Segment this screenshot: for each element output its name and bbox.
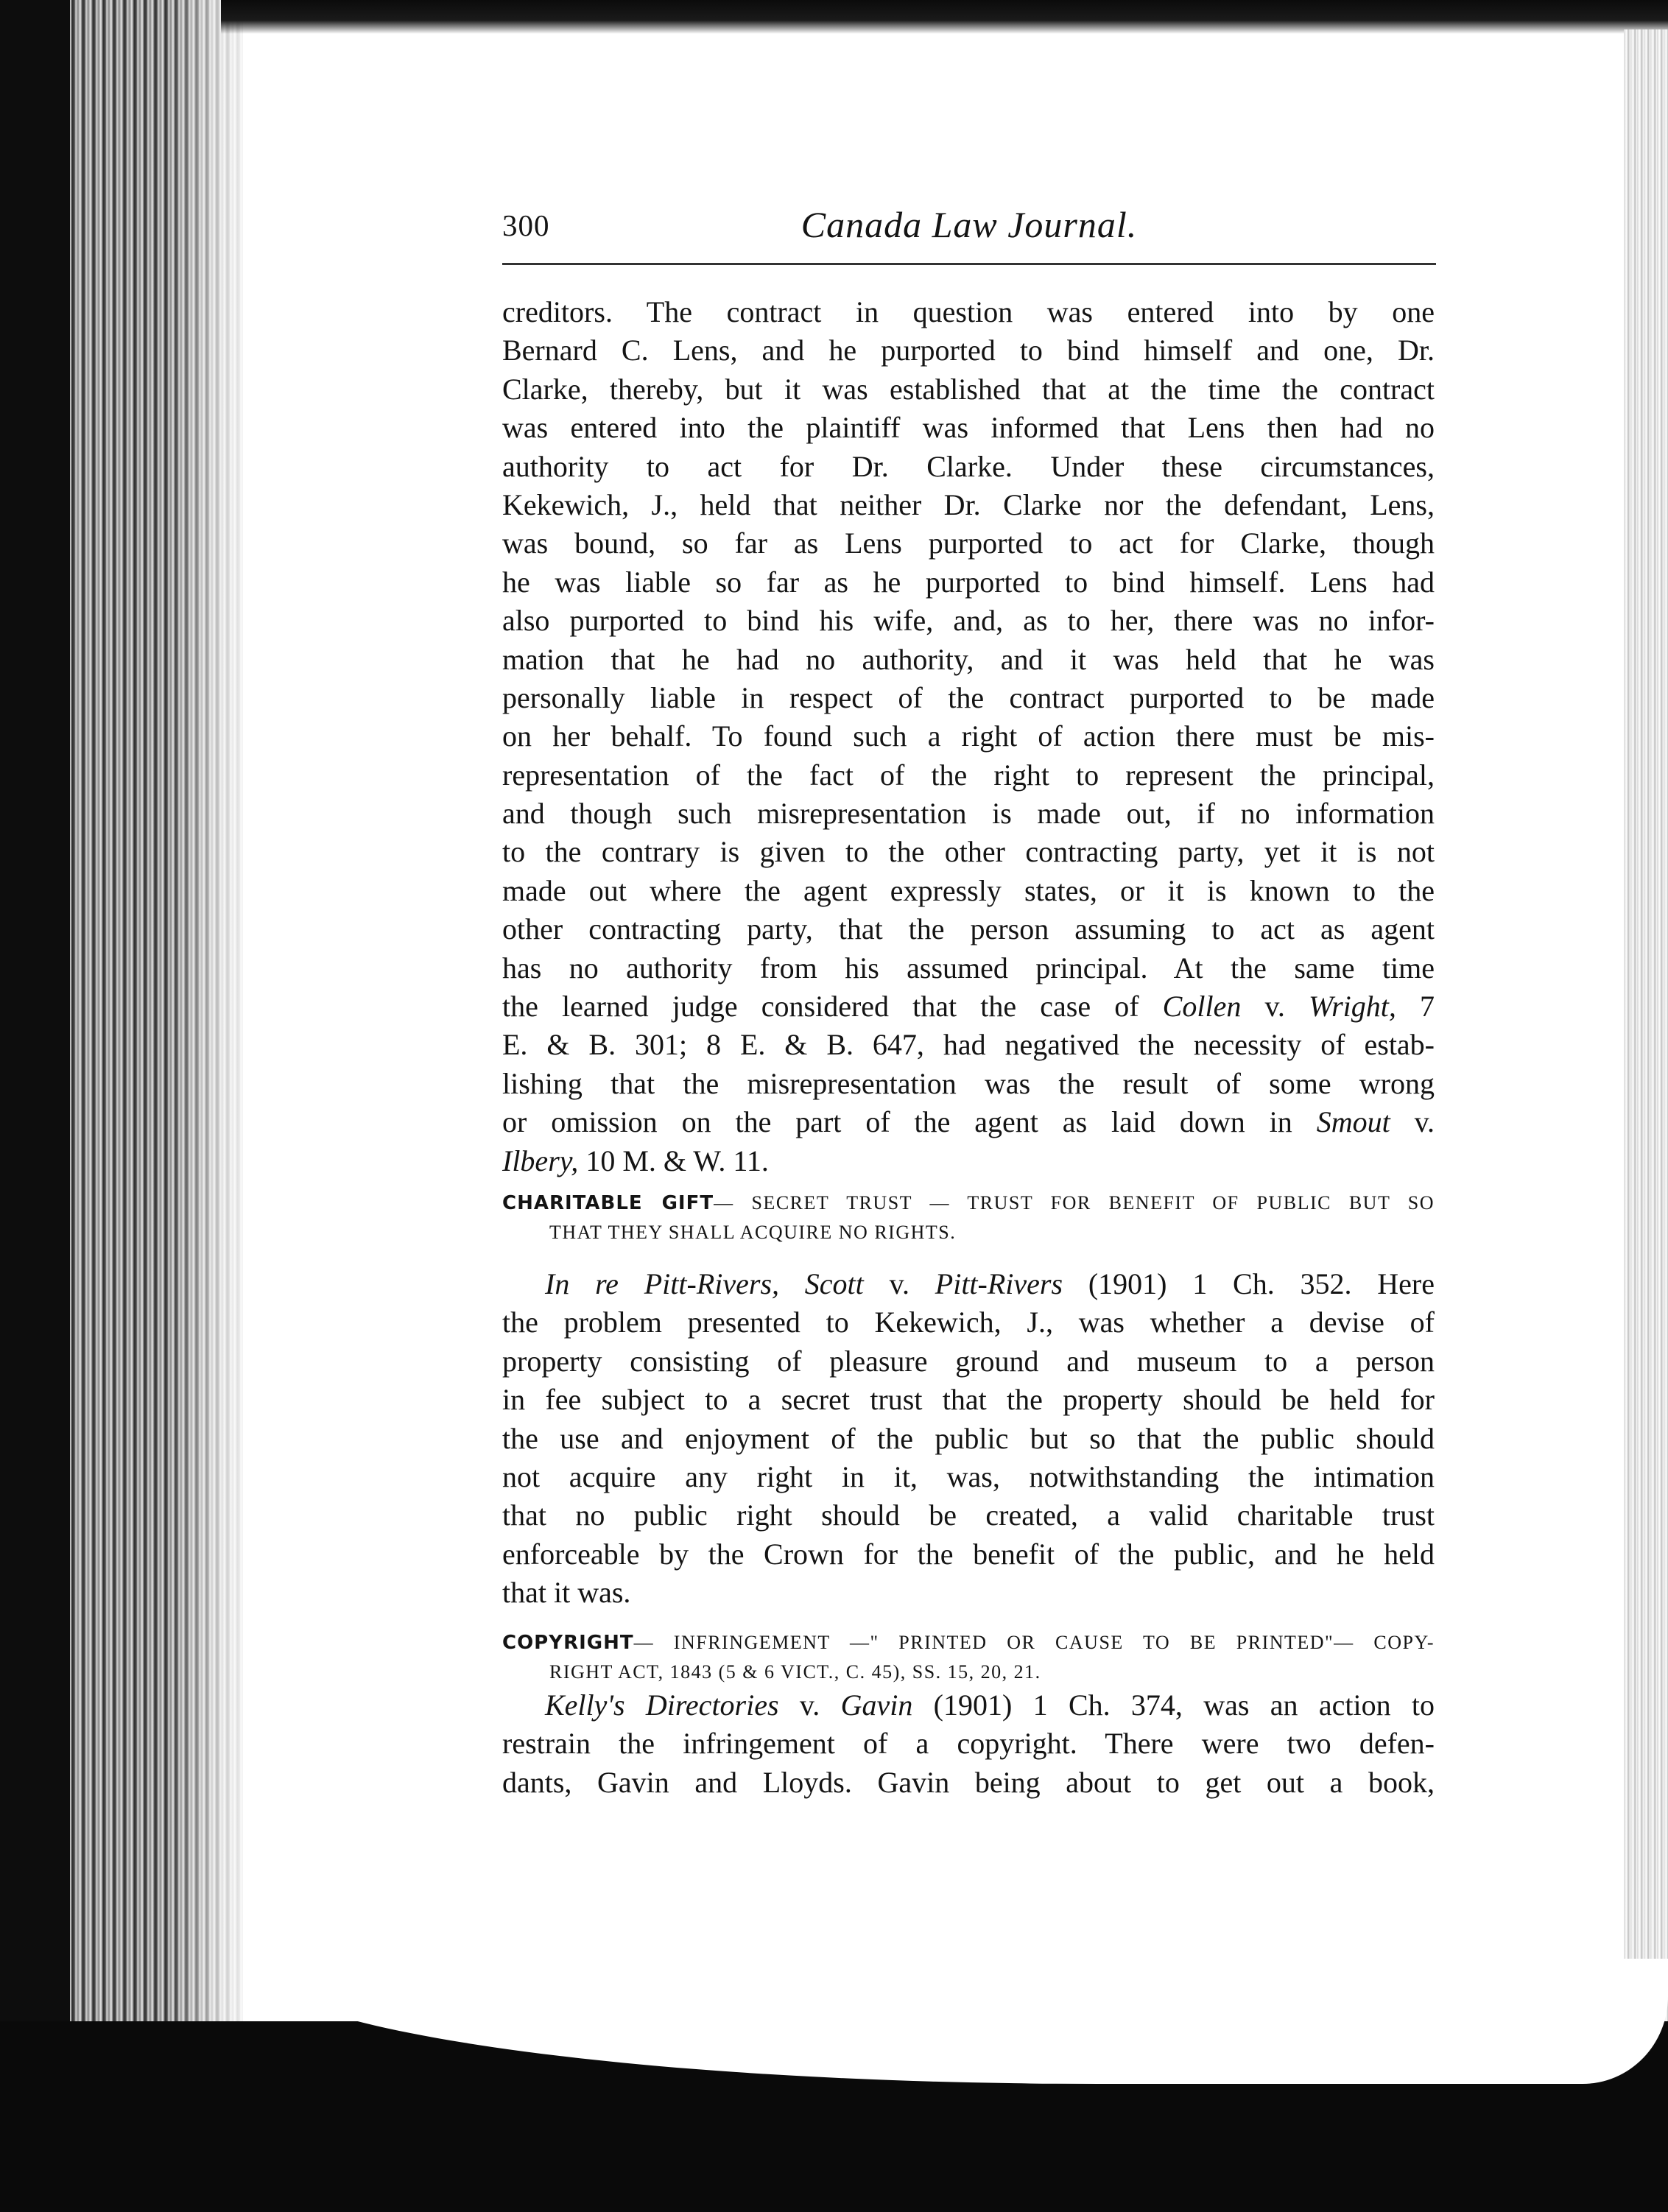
text-line: [502, 1265, 1435, 1303]
case-name: Gavin: [840, 1688, 913, 1722]
text-line: that it was.: [502, 1576, 631, 1610]
section-heading-copyright: [502, 1628, 1435, 1687]
text-run: v.: [778, 1688, 841, 1722]
text-run: (1901) 1 Ch. 352. Here: [1063, 1267, 1435, 1300]
heading-continuation: THAT THEY SHALL ACQUIRE NO RIGHTS.: [549, 1222, 957, 1243]
text-line: [502, 1142, 1435, 1180]
text-line: he was liable so far as he purported to bind himself. Lens had: [502, 565, 1435, 599]
text-line: and though such misrepresentation is made out, if no information: [502, 797, 1435, 831]
text-line: also purported to bind his wife, and, as to her, there was no infor-: [502, 604, 1435, 638]
text-line: dants, Gavin and Lloyds. Gavin being about to get out a book,: [502, 1765, 1435, 1799]
heading-continuation: RIGHT ACT, 1843 (5 & 6 VICT., C. 45), SS. 15, 20, 21.: [549, 1661, 1041, 1683]
case-name: Pitt-Rivers: [935, 1267, 1063, 1300]
text-line: the use and enjoyment of the public but so that the public should: [502, 1421, 1435, 1455]
text-line: lishing that the misrepresentation was the result of some wrong: [502, 1066, 1435, 1100]
text-line: enforceable by the Crown for the benefit of the public, and he held: [502, 1537, 1435, 1571]
text-line: representation of the fact of the right to represent the principal,: [502, 758, 1435, 792]
text-line: [502, 1686, 1435, 1725]
text-line: other contracting party, that the person assuming to act as agent: [502, 912, 1435, 946]
paragraph-kellys-directories: [502, 1686, 1435, 1802]
text-run: 7: [1396, 990, 1435, 1024]
text-run: 10 M. & W. 11.: [578, 1144, 769, 1177]
case-name: In re Pitt-Rivers, Scott: [545, 1267, 864, 1300]
text-line: creditors. The contract in question was entered into by one: [502, 295, 1435, 328]
paragraph-creditors: [502, 293, 1435, 1180]
text-run: v.: [1241, 990, 1309, 1024]
text-line: authority to act for Dr. Clarke. Under these circumstances,: [502, 449, 1435, 483]
section-heading-charitable-gift: [502, 1188, 1435, 1247]
case-name: Wright,: [1308, 990, 1396, 1024]
text-line: to the contrary is given to the other contracting party, yet it is not: [502, 835, 1435, 869]
paragraph-pitt-rivers: [502, 1265, 1435, 1613]
page-number: 300: [502, 208, 550, 242]
heading-lead: CHARITABLE GIFT: [502, 1192, 714, 1214]
text-line: was bound, so far as Lens purported to act for Clarke, though: [502, 526, 1435, 560]
case-name: Kelly's Directories: [545, 1688, 779, 1722]
text-line: that no public right should be created, a valid charitable trust: [502, 1498, 1435, 1532]
heading-first-line: [502, 1192, 1435, 1214]
heading-first-line: [502, 1632, 1435, 1653]
header-rule: [502, 263, 1436, 265]
text-line: property consisting of pleasure ground and museum to a person: [502, 1344, 1435, 1378]
text-run: or omission on the part of the agent as laid down in: [502, 1105, 1317, 1139]
text-run: v.: [1390, 1105, 1435, 1139]
text-line: Clarke, thereby, but it was established that at the time the contract: [502, 372, 1435, 406]
journal-title: Canada Law Journal.: [800, 204, 1138, 245]
text-line: not acquire any right in it, was, notwithstanding the intimation: [502, 1459, 1435, 1493]
text-run: (1901) 1 Ch. 374, was an action to: [912, 1688, 1435, 1722]
text-line: the problem presented to Kekewich, J., was whether a devise of: [502, 1306, 1435, 1339]
text-line: was entered into the plaintiff was informed that Lens then had no: [502, 411, 1435, 445]
heading-subject: — INFRINGEMENT —" PRINTED OR CAUSE TO BE PRINTED"— COPY-: [633, 1632, 1435, 1653]
heading-lead: COPYRIGHT: [502, 1632, 634, 1654]
text-line: Kekewich, J., held that neither Dr. Clarke nor the defendant, Lens,: [502, 487, 1435, 521]
text-line: has no authority from his assumed principal. At the same time: [502, 951, 1435, 985]
case-name: Smout: [1316, 1105, 1390, 1139]
text-line: [502, 1103, 1435, 1141]
text-run: v.: [863, 1267, 935, 1300]
text-line: [502, 987, 1435, 1026]
text-run: the learned judge considered that the case of: [502, 990, 1163, 1024]
text-line: on her behalf. To found such a right of action there must be mis-: [502, 719, 1435, 753]
text-line: restrain the infringement of a copyright. There were two defen-: [502, 1727, 1435, 1761]
text-line: Bernard C. Lens, and he purported to bind himself and one, Dr.: [502, 334, 1435, 367]
text-line: made out where the agent expressly states, or it is known to the: [502, 873, 1435, 907]
running-head: [502, 204, 1436, 259]
case-name: Collen: [1162, 990, 1242, 1024]
text-line: personally liable in respect of the contract purported to be made: [502, 680, 1435, 714]
case-name: Ilbery,: [502, 1144, 579, 1177]
heading-subject: — SECRET TRUST — TRUST FOR BENEFIT OF PUBLIC BUT SO: [714, 1192, 1435, 1214]
text-line: in fee subject to a secret trust that the property should be held for: [502, 1383, 1435, 1417]
text-line: mation that he had no authority, and it was held that he was: [502, 642, 1435, 676]
text-line: E. & B. 301; 8 E. & B. 647, had negatived the necessity of estab-: [502, 1028, 1435, 1062]
